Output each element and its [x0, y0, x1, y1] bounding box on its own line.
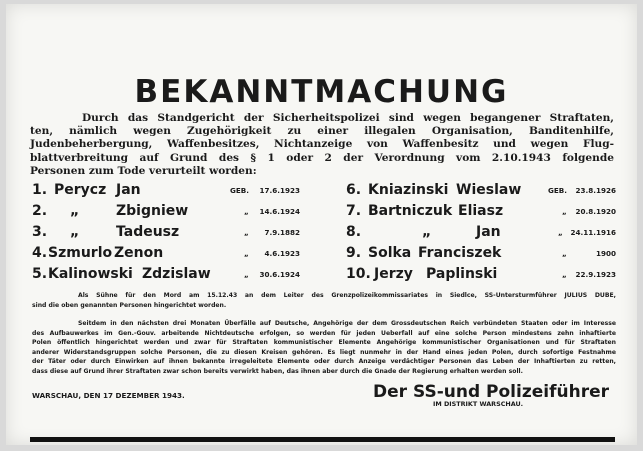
signature-block [373, 382, 609, 408]
person-row [346, 182, 616, 203]
warning-paragraph [32, 319, 616, 377]
person-surname-ditto: „ [70, 203, 80, 219]
birth-date: 4.6.1923 [264, 249, 300, 258]
birth-date: 30.6.1924 [259, 270, 300, 279]
poster-title: BEKANNTMACHUNG [134, 74, 509, 110]
birth-date: 14.6.1924 [259, 207, 300, 216]
person-surname: Perycz [54, 182, 107, 198]
person-given-name: Tadeusz [116, 224, 180, 240]
person-given-name: Zbigniew [116, 203, 189, 219]
persons-list-right [346, 182, 616, 287]
person-row [32, 245, 300, 266]
ditto-mark: „ [562, 249, 567, 258]
person-number: 1. [32, 182, 48, 198]
intro-line: ten, nämlich wegen Zugehörigkeit zu einer illegalen Organisation, Banditenhilfe, [30, 125, 614, 138]
person-row [32, 203, 300, 224]
signature-district: IM DISTRIKT WARSCHAU. [433, 400, 524, 408]
birth-date: 23.8.1926 [575, 186, 616, 195]
person-given-name: Wieslaw [456, 182, 522, 198]
person-surname: Solka [368, 245, 412, 261]
poster-sheet [6, 4, 637, 445]
person-row [346, 245, 616, 266]
person-row [32, 182, 300, 203]
warning-line: Seitdem in den nächsten drei Monaten Überfälle auf Deutsche, Angehörige der dem Grossdeutschen Reich verbündeten Staaten oder im Interesse [78, 320, 616, 327]
ditto-mark: „ [562, 270, 567, 279]
person-surname: Szmurlo [48, 245, 113, 261]
person-number: 7. [346, 203, 362, 219]
person-given-name: Franciszek [418, 245, 502, 261]
birth-date: 1900 [595, 249, 616, 258]
born-label: GEB. [230, 186, 250, 195]
ditto-mark: „ [244, 270, 249, 279]
birth-date: 20.8.1920 [575, 207, 616, 216]
warning-line: des Aufbauwerkes im Gen.-Gouv. arbeitende Nichtdeutsche erfolgen, so werden für jeden Ueberfall auf eine solche Person mindestens zehn inhaftierte [32, 329, 616, 337]
atonement-line: sind die oben genannten Personen hingerichtet worden. [32, 301, 227, 309]
person-given-name: Jan [476, 224, 501, 240]
person-given-name: Zenon [114, 245, 164, 261]
ditto-mark: „ [244, 228, 249, 237]
person-number: 8. [346, 224, 362, 240]
person-surname: Kalinowski [48, 266, 133, 282]
born-label: GEB. [548, 186, 568, 195]
warning-line: anderer Widerstandsgruppen solche Personen, die zu diesen Kreisen gehören. Es liegt nunmehr in der Hand eines jeden Polen, durch sofortige Festnahme [32, 348, 616, 356]
person-row [346, 224, 616, 245]
person-number: 3. [32, 224, 48, 240]
atonement-line: Als Sühne für den Mord am 15.12.43 an dem Leiter des Grenzpolizeikommissariates in Siedlce, SS-Untersturmführer JULIUS DUBE, [78, 292, 616, 299]
intro-line: Judenbeherbergung, Waffenbesitzes, Nichtanzeige von Waffenbesitz und wegen Flug- [30, 138, 614, 151]
person-given-name: Jan [116, 182, 141, 198]
atonement-paragraph [32, 291, 616, 310]
person-number: 9. [346, 245, 362, 261]
person-surname: Bartniczuk [368, 203, 453, 219]
person-surname: Jerzy [374, 266, 413, 282]
person-row [346, 266, 616, 287]
birth-date: 24.11.1916 [570, 228, 616, 237]
ditto-mark: „ [244, 249, 249, 258]
person-surname-ditto: „ [422, 224, 432, 240]
ditto-mark: „ [558, 228, 563, 237]
signature-title: Der SS-und Polizeiführer [373, 382, 609, 402]
person-given-name: Zdzislaw [142, 266, 211, 282]
ditto-mark: „ [562, 207, 567, 216]
bottom-rule [30, 437, 615, 442]
person-given-name: Paplinski [426, 266, 498, 282]
person-row [346, 203, 616, 224]
person-surname: Kniazinski [368, 182, 449, 198]
birth-date: 7.9.1882 [264, 228, 300, 237]
birth-date: 17.6.1923 [259, 186, 300, 195]
ditto-mark: „ [244, 207, 249, 216]
birth-date: 22.9.1923 [575, 270, 616, 279]
person-row [32, 224, 300, 245]
person-number: 10. [346, 266, 371, 282]
intro-line: blattverbreitung auf Grund des § 1 oder 2 der Verordnung vom 2.10.1943 folgende [30, 151, 614, 164]
person-number: 2. [32, 203, 48, 219]
intro-paragraph [30, 112, 614, 178]
intro-line: Durch das Standgericht der Sicherheitspolizei sind wegen begangener Straftaten, [82, 112, 614, 124]
person-number: 5. [32, 266, 48, 282]
warning-line: dass diese auf Grund ihrer Straftaten zwar schon bereits verwirkt haben, das ihnen aber durch die Gnade der Regierung erhalten werden soll. [32, 367, 523, 375]
persons-list-left [32, 182, 300, 287]
person-number: 4. [32, 245, 48, 261]
place-and-date: WARSCHAU, DEN 17 DEZEMBER 1943. [32, 391, 185, 400]
person-number: 6. [346, 182, 362, 198]
person-given-name: Eliasz [458, 203, 504, 219]
person-surname-ditto: „ [70, 224, 80, 240]
person-row [32, 266, 300, 287]
warning-line: der Täter oder durch Einwirken auf ihnen bekannte irregeleitete Elemente oder durch Anzeige verdächtiger Personen das Leben der Inhaftierten zu retten, [32, 358, 616, 366]
intro-line: Personen zum Tode verurteilt worden: [30, 164, 257, 177]
warning-line: Polen öffentlich hingerichtet werden und zwar für Straftaten kommunistischer Elemente Angehörige kommunistischer Organisationen und für Straftaten [32, 339, 616, 347]
